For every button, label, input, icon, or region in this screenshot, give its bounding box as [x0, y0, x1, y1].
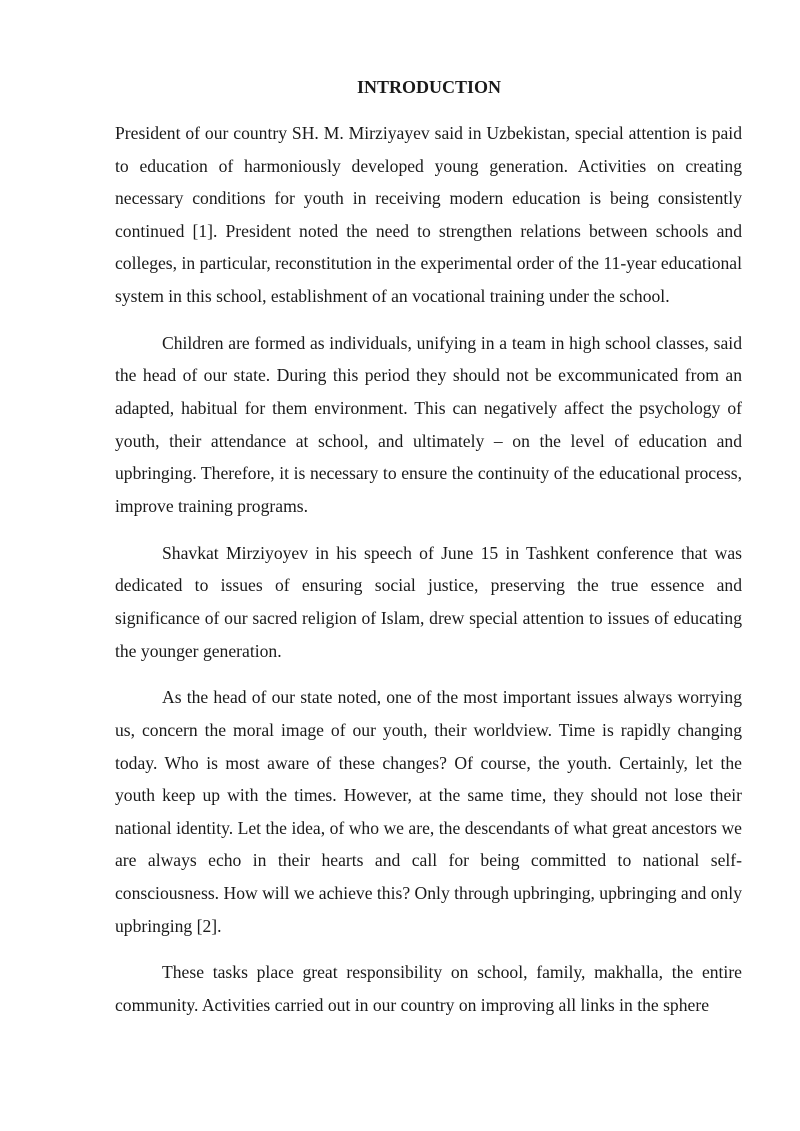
paragraph-5: These tasks place great responsibility on school, family, makhalla, the entire community. Activities carried out in our country on improving all links in the sphere: [115, 962, 742, 1016]
document-body: [115, 117, 742, 1036]
paragraph-2: Children are formed as individuals, unifying in a team in high school classes, said the head of our state. During this period they should not be excommunicated from an adapted, habitual for them environment. This can negatively affect the psychology of youth, their attendance at school, and ultimately – on the level of education and upbringing. Therefore, it is necessary to ensure the continuity of the educational process, improve training programs.: [115, 332, 742, 516]
paragraph-3: Shavkat Mirziyoyev in his speech of June 15 in Tashkent conference that was dedicated to issues of ensuring social justice, preserving the true essence and significance of our sacred religion of Islam, drew special attention to issues of educating the younger generation.: [115, 542, 742, 661]
paragraph-1: President of our country SH. M. Mirziyayev said in Uzbekistan, special attention is paid to education of harmoniously developed young generation. Activities on creating necessary conditions for youth in receiving modern education is being consistently continued [1]. President noted the need to strengthen relations between schools and colleges, in particular, reconstitution in the experimental order of the 11-year educational system in this school, establishment of an vocational training under the school.: [115, 123, 742, 306]
paragraph-4: As the head of our state noted, one of the most important issues always worrying us, concern the moral image of our youth, their worldview. Time is rapidly changing today. Who is most aware of these changes? Of course, the youth. Certainly, let the youth keep up with the times. However, at the same time, they should not lose their national identity. Let the idea, of who we are, the descendants of what great ancestors we are always echo in their hearts and call for being committed to national self-consciousness. How will we achieve this? Only through upbringing, upbringing and only upbringing [2].: [115, 687, 742, 936]
document-title: INTRODUCTION: [356, 77, 502, 97]
